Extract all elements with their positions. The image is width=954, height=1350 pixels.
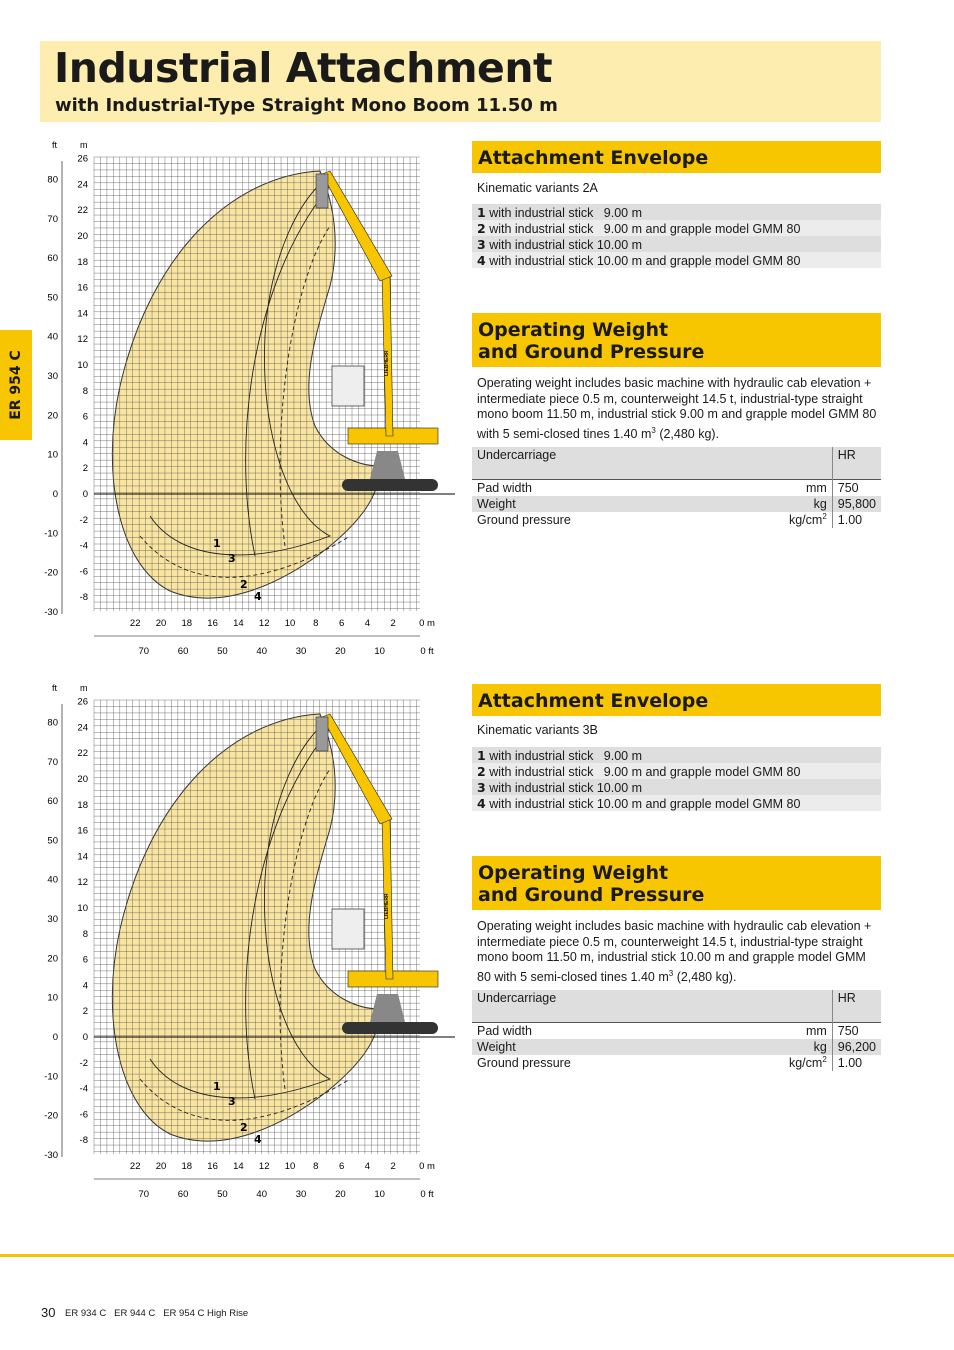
y-tick-ft: 30 xyxy=(47,371,58,383)
list-item: 1 with industrial stick 9.00 m xyxy=(472,747,881,763)
x-tick-m: 0 m xyxy=(419,1161,435,1172)
y-tick-ft: 60 xyxy=(47,253,58,265)
page-number: 30 xyxy=(41,1305,56,1320)
pedestal xyxy=(370,451,405,479)
x-tick-m: 4 xyxy=(364,1161,371,1172)
attachment-envelope-heading: Attachment Envelope xyxy=(472,684,881,716)
pedestal xyxy=(370,994,405,1022)
list-item: 1 with industrial stick 9.00 m xyxy=(472,204,881,220)
list-item: 2 with industrial stick 9.00 m and grapple model GMM 80 xyxy=(472,763,881,779)
x-tick-ft: 50 xyxy=(217,646,228,657)
attachment-envelope-heading: Attachment Envelope xyxy=(472,141,881,173)
y-tick-ft: 10 xyxy=(47,449,58,461)
y-tick-m: 2 xyxy=(82,1006,88,1018)
operating-weight-heading: Operating Weight and Ground Pressure xyxy=(472,856,881,910)
x-tick-m: 20 xyxy=(155,618,167,629)
y-tick-m: 0 xyxy=(82,489,88,500)
y-tick-m: 16 xyxy=(77,282,88,294)
y-tick-ft: 0 xyxy=(52,1032,58,1043)
y-tick-m: 6 xyxy=(82,954,88,966)
y-tick-m: 18 xyxy=(77,799,88,811)
y-tick-m: 4 xyxy=(82,980,88,992)
x-tick-m: 18 xyxy=(181,618,193,629)
variant-list xyxy=(472,747,881,811)
unit-m-label: m xyxy=(80,140,88,150)
y-tick-m: -4 xyxy=(79,1083,88,1095)
curve-label: 1 xyxy=(213,1080,221,1093)
x-tick-m: 18 xyxy=(181,1161,193,1172)
y-tick-m: -2 xyxy=(79,1057,88,1069)
x-tick-m: 10 xyxy=(284,1161,296,1172)
track-undercarriage xyxy=(342,1022,438,1034)
y-tick-ft: 0 xyxy=(52,489,58,500)
y-tick-m: 22 xyxy=(77,748,88,760)
y-tick-ft: 20 xyxy=(47,953,58,965)
y-tick-m: 4 xyxy=(82,437,88,449)
y-tick-ft: -30 xyxy=(44,606,58,618)
page-subtitle: with Industrial-Type Straight Mono Boom 11.50 m xyxy=(55,95,558,116)
y-tick-m: 14 xyxy=(77,308,88,320)
x-tick-m: 2 xyxy=(390,1161,396,1172)
y-tick-m: 22 xyxy=(77,205,88,217)
y-tick-ft: 20 xyxy=(47,410,58,422)
boom-brand: LIEBHERR xyxy=(384,350,390,376)
y-tick-m: 6 xyxy=(82,411,88,423)
x-tick-m: 12 xyxy=(258,618,270,629)
x-tick-m: 14 xyxy=(233,618,244,629)
x-tick-m: 16 xyxy=(207,1161,218,1172)
curve-label: 3 xyxy=(228,1095,236,1108)
table-row: Weight kg 96,200 xyxy=(472,1039,881,1055)
list-item: 4 with industrial stick 10.00 m and grapple model GMM 80 xyxy=(472,252,881,268)
y-tick-m: 8 xyxy=(82,928,88,940)
y-tick-m: 18 xyxy=(77,256,88,268)
y-tick-m: 14 xyxy=(77,851,88,863)
y-tick-m: 26 xyxy=(77,153,88,165)
curve-label: 4 xyxy=(254,1133,262,1146)
table-row: Pad width mm 750 xyxy=(472,1023,881,1040)
x-tick-ft: 60 xyxy=(177,1189,189,1200)
x-tick-ft: 10 xyxy=(374,646,385,657)
y-tick-ft: -20 xyxy=(44,567,58,579)
y-tick-m: -2 xyxy=(79,514,88,526)
y-tick-ft: -10 xyxy=(44,528,58,540)
curve-label: 2 xyxy=(240,1121,248,1134)
x-tick-m: 6 xyxy=(338,618,345,629)
x-tick-m: 8 xyxy=(313,1161,319,1172)
footer-rule xyxy=(0,1254,954,1257)
x-tick-ft: 60 xyxy=(177,646,189,657)
y-tick-m: 16 xyxy=(77,825,88,837)
x-tick-ft: 20 xyxy=(335,646,346,657)
x-tick-m: 2 xyxy=(390,618,396,629)
operating-weight-heading: Operating Weight and Ground Pressure xyxy=(472,313,881,367)
x-tick-m: 12 xyxy=(258,1161,270,1172)
y-tick-ft: -30 xyxy=(44,1149,58,1161)
grapple xyxy=(316,717,328,751)
curve-label: 4 xyxy=(254,590,262,603)
y-tick-m: 26 xyxy=(77,696,88,708)
y-tick-m: 24 xyxy=(77,179,88,191)
table-row: Pad width mm 750 xyxy=(472,480,881,497)
y-tick-m: 8 xyxy=(82,385,88,397)
x-tick-ft: 70 xyxy=(138,1189,150,1200)
x-tick-m: 20 xyxy=(155,1161,167,1172)
unit-ft-label: ft xyxy=(52,140,58,150)
y-tick-m: 24 xyxy=(77,722,88,734)
attachment-envelope-chart xyxy=(30,679,460,1219)
list-item: 3 with industrial stick 10.00 m xyxy=(472,236,881,252)
y-tick-m: 20 xyxy=(77,774,88,785)
cab xyxy=(332,909,364,949)
x-tick-m: 0 m xyxy=(419,618,435,629)
x-tick-ft: 50 xyxy=(217,1189,228,1200)
y-tick-m: 0 xyxy=(82,1032,88,1043)
y-tick-m: -8 xyxy=(79,1135,88,1147)
y-tick-m: 2 xyxy=(82,463,88,475)
curve-label: 1 xyxy=(213,537,221,550)
x-tick-ft: 20 xyxy=(335,1189,346,1200)
y-tick-ft: 40 xyxy=(47,874,58,886)
y-tick-m: -6 xyxy=(79,1109,88,1121)
y-tick-ft: 60 xyxy=(47,796,58,808)
x-tick-ft: 0 ft xyxy=(420,1189,434,1200)
table-row: Weight kg 95,800 xyxy=(472,496,881,512)
x-tick-ft: 0 ft xyxy=(420,646,434,657)
page-title: Industrial Attachment xyxy=(54,44,553,92)
table-row: Undercarriage HR xyxy=(472,447,881,480)
track-undercarriage xyxy=(342,479,438,491)
x-tick-ft: 40 xyxy=(256,1189,268,1200)
table-row: Ground pressure $kg/cm^2$ 1.00 xyxy=(472,1055,881,1071)
spec-table xyxy=(472,990,881,1071)
y-tick-ft: 50 xyxy=(47,835,58,847)
table-row: Ground pressure $kg/cm^2$ 1.00 xyxy=(472,512,881,528)
y-tick-ft: 40 xyxy=(47,331,58,343)
y-tick-ft: -20 xyxy=(44,1110,58,1122)
kinematic-variants: Kinematic variants 3B xyxy=(477,723,598,737)
y-tick-m: 10 xyxy=(77,903,88,914)
x-tick-m: 22 xyxy=(129,618,141,629)
x-tick-m: 8 xyxy=(313,618,319,629)
y-tick-ft: -10 xyxy=(44,1071,58,1083)
side-tab-label: ER 954 C xyxy=(8,350,24,420)
y-tick-ft: 50 xyxy=(47,292,58,304)
curve-label: 3 xyxy=(228,552,236,565)
y-tick-m: 12 xyxy=(77,877,88,889)
table-row: Undercarriage HR xyxy=(472,990,881,1023)
x-tick-m: 4 xyxy=(364,618,371,629)
unit-ft-label: ft xyxy=(52,683,58,693)
x-tick-ft: 10 xyxy=(374,1189,385,1200)
y-tick-m: 20 xyxy=(77,231,88,242)
x-tick-m: 6 xyxy=(338,1161,345,1172)
grapple xyxy=(316,174,328,208)
y-tick-ft: 10 xyxy=(47,992,58,1004)
x-tick-m: 16 xyxy=(207,618,218,629)
kinematic-variants: Kinematic variants 2A xyxy=(477,181,598,195)
x-tick-m: 14 xyxy=(233,1161,244,1172)
footer-models: ER 934 C ER 944 C ER 954 C High Rise xyxy=(65,1308,249,1319)
y-tick-ft: 30 xyxy=(47,914,58,926)
y-tick-m: 10 xyxy=(77,360,88,371)
x-tick-m: 22 xyxy=(129,1161,141,1172)
x-tick-ft: 70 xyxy=(138,646,150,657)
cab xyxy=(332,366,364,406)
curve-label: 2 xyxy=(240,578,248,591)
y-tick-m: 12 xyxy=(77,334,88,346)
y-tick-m: -4 xyxy=(79,540,88,552)
attachment-envelope-chart xyxy=(30,136,460,676)
list-item: 4 with industrial stick 10.00 m and grapple model GMM 80 xyxy=(472,795,881,811)
y-tick-ft: 70 xyxy=(47,213,58,225)
x-tick-m: 10 xyxy=(284,618,296,629)
unit-m-label: m xyxy=(80,683,88,693)
operating-weight-description: Operating weight includes basic machine with hydraulic cab elevation + intermediate piece 0.5 m, counterweight 14.5 t, industrial-type straight mono boom 11.50 m, industrial stick 10.00 m and grapple model GMM 80 with 5 semi-closed tines 1.40 $m^3$ (2,480 kg). xyxy=(477,919,872,984)
y-tick-ft: 80 xyxy=(47,717,58,729)
list-item: 3 with industrial stick 10.00 m xyxy=(472,779,881,795)
list-item: 2 with industrial stick 9.00 m and grapple model GMM 80 xyxy=(472,220,881,236)
variant-list xyxy=(472,204,881,268)
y-tick-ft: 80 xyxy=(47,174,58,186)
spec-table xyxy=(472,447,881,528)
x-tick-ft: 30 xyxy=(295,646,307,657)
x-tick-ft: 30 xyxy=(295,1189,307,1200)
side-tab xyxy=(0,330,32,440)
x-tick-ft: 40 xyxy=(256,646,268,657)
boom-brand: LIEBHERR xyxy=(384,893,390,919)
y-tick-m: -8 xyxy=(79,592,88,604)
y-tick-m: -6 xyxy=(79,566,88,578)
operating-weight-description: Operating weight includes basic machine with hydraulic cab elevation + intermediate piece 0.5 m, counterweight 14.5 t, industrial-type straight mono boom 11.50 m, industrial stick 9.00 m and grapple model GMM 80 with 5 semi-closed tines 1.40 $m^3$ (2,480 kg). xyxy=(477,376,877,441)
y-tick-ft: 70 xyxy=(47,756,58,768)
